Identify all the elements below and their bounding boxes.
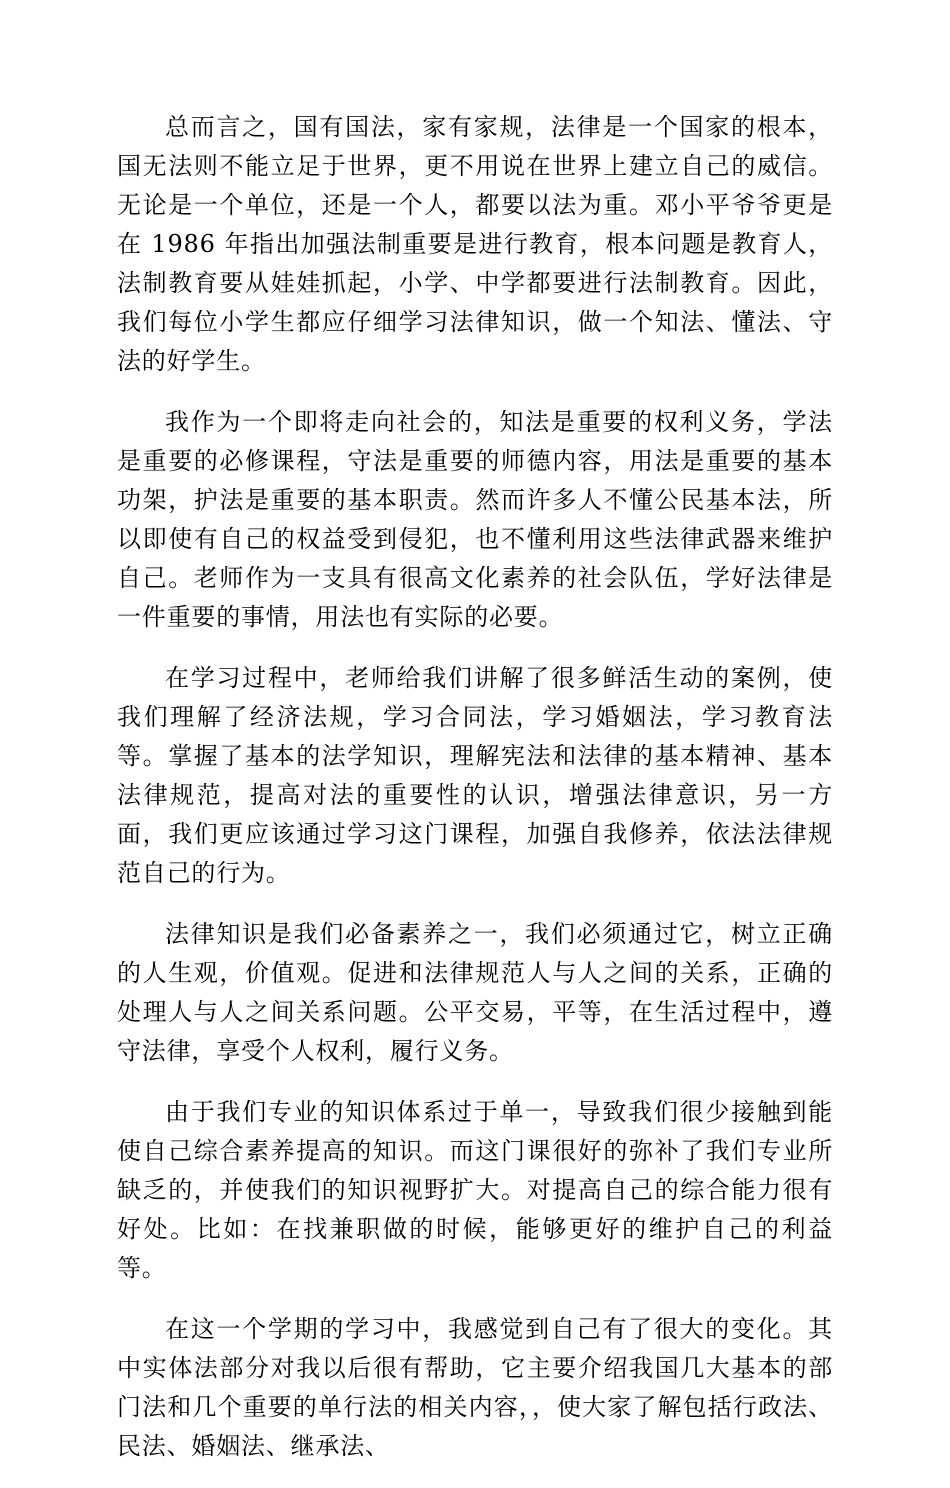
paragraph-1: 总而言之，国有国法，家有家规，法律是一个国家的根本，国无法则不能立足于世界，更不用说在世界上建立自己的威信。无论是一个单位，还是一个人，都要以法为重。邓小平爷爷更是在 1986 年指出加强法制重要是进行教育，根本问题是教育人，法制教育要从娃娃抓起，小学、中学都要进行法制教育。因此，我们每位小学生都应仔细学习法律知识，做一个知法、懂法、守法的好学生。	[117, 113, 833, 375]
document-body	[117, 108, 833, 1488]
paragraph-4: 法律知识是我们必备素养之一，我们必须通过它，树立正确的人生观，价值观。促进和法律规范人与人之间的关系，正确的处理人与人之间关系问题。公平交易，平等，在生活过程中，遵守法律，享受个人权利，履行义务。	[117, 920, 833, 1065]
paragraph-5: 由于我们专业的知识体系过于单一，导致我们很少接触到能使自己综合素养提高的知识。而这门课很好的弥补了我们专业所缺乏的，并使我们的知识视野扩大。对提高自己的综合能力很有好处。比如：在找兼职做的时候，能够更好的维护自己的利益等。	[117, 1098, 833, 1282]
paragraph-6: 在这一个学期的学习中，我感觉到自己有了很大的变化。其中实体法部分对我以后很有帮助，它主要介绍我国几大基本的部门法和几个重要的单行法的相关内容，，使大家了解包括行政法、民法、婚姻法、继承法、	[117, 1315, 833, 1460]
paragraph-3: 在学习过程中，老师给我们讲解了很多鲜活生动的案例，使我们理解了经济法规，学习合同法，学习婚姻法，学习教育法等。掌握了基本的法学知识，理解宪法和法律的基本精神、基本法律规范，提高对法的重要性的认识，增强法律意识，另一方面，我们更应该通过学习这门课程，加强自我修养，依法法律规范自己的行为。	[117, 664, 833, 887]
paragraph-2: 我作为一个即将走向社会的，知法是重要的权利义务，学法是重要的必修课程，守法是重要的师德内容，用法是重要的基本功架，护法是重要的基本职责。然而许多人不懂公民基本法，所以即使有自己的权益受到侵犯，也不懂利用这些法律武器来维护自己。老师作为一支具有很高文化素养的社会队伍，学好法律是一件重要的事情，用法也有实际的必要。	[117, 408, 833, 631]
